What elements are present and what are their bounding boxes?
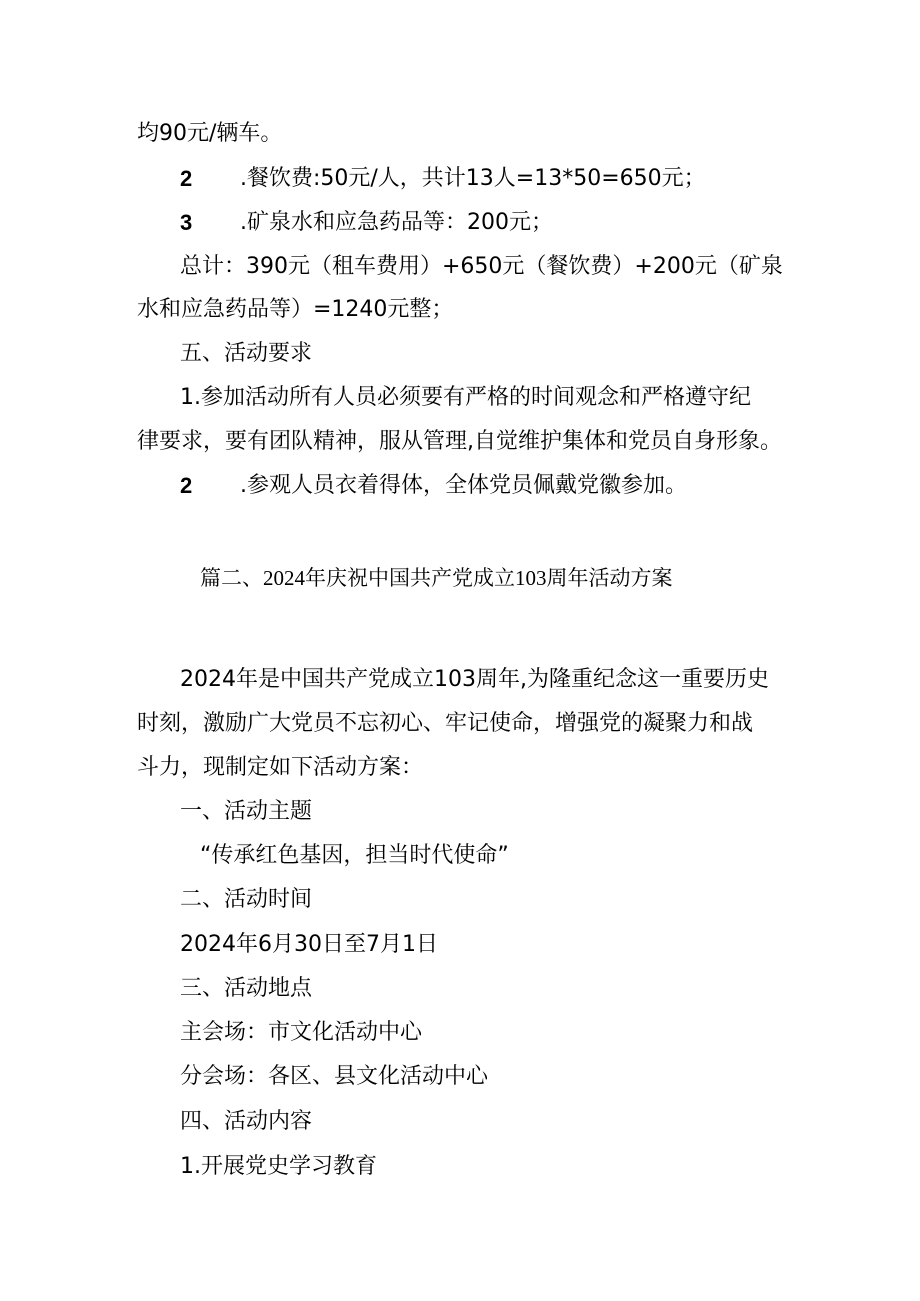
- section-title: 篇二、2024年庆祝中国共产党成立103周年活动方案: [200, 566, 673, 590]
- text-line: 总计：390元（租车费用）+650元（餐饮费）+200元（矿泉: [180, 254, 783, 279]
- text-line: .矿泉水和应急药品等：200元；: [240, 210, 553, 235]
- text-line: 2024年是中国共产党成立103周年,为隆重纪念这一重要历史: [180, 667, 769, 692]
- section-heading: 一、活动主题: [180, 799, 313, 824]
- text-line: 1.参加活动所有人员必须要有严格的时间观念和严格遵守纪: [180, 385, 751, 410]
- list-number: 2: [180, 473, 193, 498]
- section-heading: 四、活动内容: [180, 1109, 313, 1134]
- list-number: 2: [180, 166, 193, 191]
- text-line: 均90元/辆车。: [137, 121, 283, 146]
- text-line: 律要求，要有团队精神，服从管理,自觉维护集体和党员自身形象。: [137, 429, 782, 454]
- list-number: 3: [180, 210, 193, 235]
- section-heading: 三、活动地点: [180, 976, 313, 1001]
- event-date: 2024年6月30日至7月1日: [180, 932, 438, 957]
- text-line: 水和应急药品等）=1240元整；: [137, 297, 454, 322]
- section-heading: 五、活动要求: [180, 341, 313, 366]
- theme-quote: “传承红色基因，担当时代使命”: [200, 843, 509, 868]
- text-line: .餐饮费:50元/人，共计13人=13*50=650元；: [240, 166, 706, 191]
- section-heading: 二、活动时间: [180, 887, 313, 912]
- main-venue: 主会场：市文化活动中心: [180, 1020, 423, 1045]
- text-line: 时刻，激励广大党员不忘初心、牢记使命，增强党的凝聚力和战: [137, 711, 754, 736]
- text-line: 斗力，现制定如下活动方案：: [137, 755, 424, 780]
- branch-venue: 分会场：各区、县文化活动中心: [180, 1064, 489, 1089]
- text-line: 1.开展党史学习教育: [180, 1154, 377, 1179]
- text-line: .参观人员衣着得体，全体党员佩戴党徽参加。: [240, 473, 687, 498]
